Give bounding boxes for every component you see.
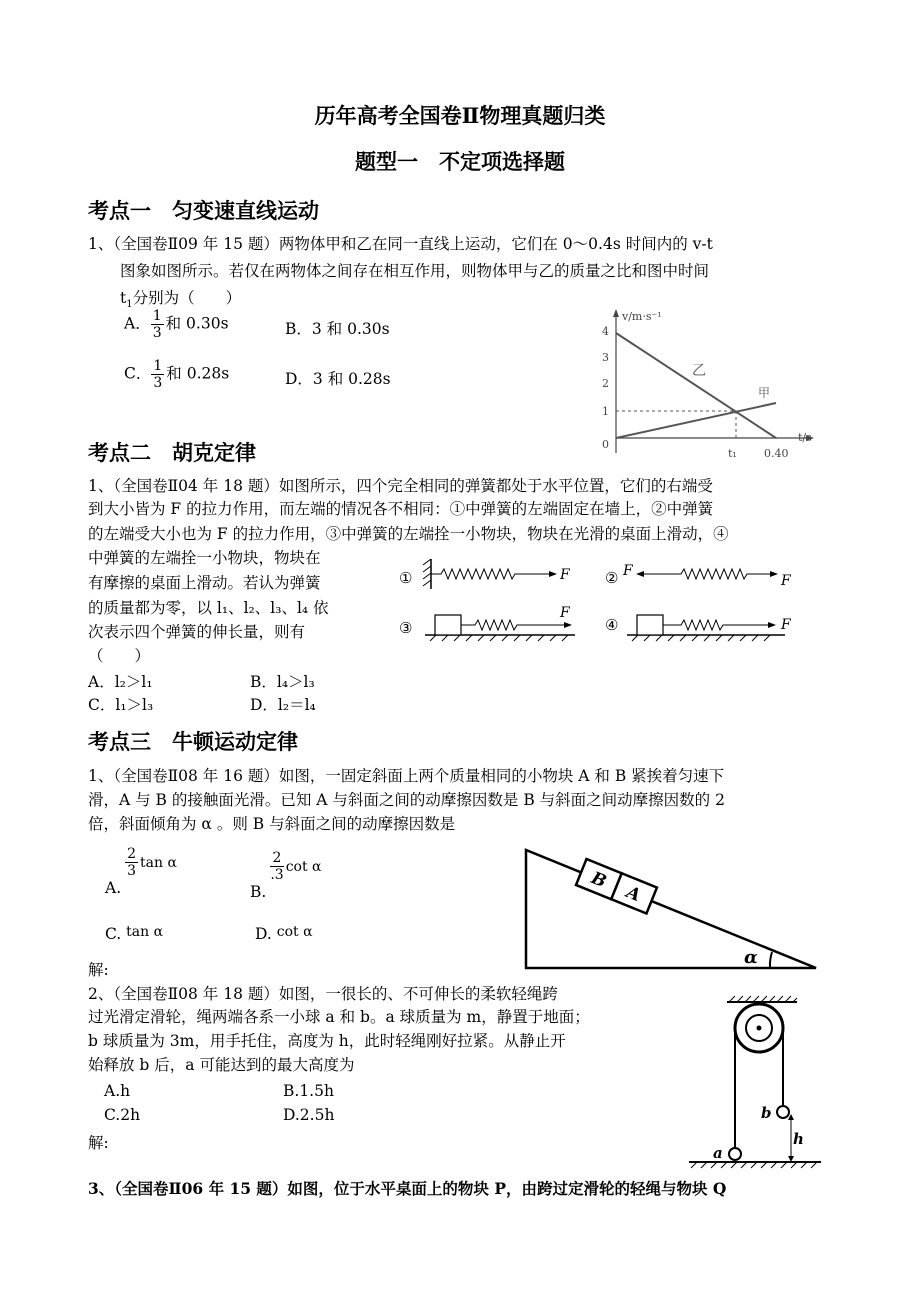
q2-1-line7: 次表示四个弹簧的伸长量，则有 [88, 623, 306, 641]
q1-1-option-a: A． $\frac{1}{3}$ 和 0.30s [124, 308, 229, 341]
q2-1-line8: （ ） [88, 647, 151, 665]
spring-2-left-force: F [623, 563, 633, 579]
q1-1-option-d: D．3 和 0.28s [285, 370, 391, 388]
q3-1-option-a: A. $\frac{2}{3}$ tan α [105, 846, 177, 897]
page-title: 历年高考全国卷Ⅱ物理真题归类 [314, 103, 606, 128]
q3-2-option-d: D.2.5h [283, 1106, 335, 1124]
q3-1-answer: 解: [88, 961, 109, 979]
vt-040-label: 0.40 [764, 447, 789, 460]
vt-graph [590, 305, 830, 465]
section-heading-2: 考点二 胡克定律 [88, 440, 256, 465]
q2-1-line6: 的质量都为零，以 l₁、l₂、l₃、l₄ 依 [88, 599, 329, 617]
spring-3-number: ③ [399, 619, 413, 637]
pulley-ball-a-label: a [713, 1144, 723, 1162]
q1-1-line2: 图象如图所示。若仅在两物体之间存在相互作用，则物体甲与乙的质量之比和图中时间 [120, 262, 710, 280]
vt-xlabel: t/s [798, 431, 812, 444]
vt-tick-1: 1 [602, 405, 609, 418]
pulley-ball-b-label: b [761, 1104, 772, 1122]
incline-block-a-label: A [623, 882, 644, 906]
vt-origin: 0 [602, 438, 609, 451]
q3-3-line1: 3、（全国卷Ⅱ06 年 15 题）如图，位于水平桌面上的物块 P，由跨过定滑轮的轻绳与物块 Q [88, 1179, 727, 1198]
q3-1-line2: 滑，A 与 B 的接触面光滑。已知 A 与斜面之间的动摩擦因数是 B 与斜面之间动摩擦因数的 2 [88, 791, 725, 809]
spring-1-number: ① [399, 569, 413, 587]
q1-1-line1: 1、（全国卷Ⅱ09 年 15 题）两物体甲和乙在同一直线上运动，它们在 0～0.4s 时间内的 v-t [88, 235, 713, 253]
vt-line-jia-label: 甲 [758, 386, 771, 400]
q2-1-line5: 有摩擦的桌面上滑动。若认为弹簧 [88, 574, 321, 592]
incline-block-b-label: B [588, 868, 610, 893]
q1-1-line3: $t_1$分别为（ ） [120, 289, 242, 311]
q3-1-option-d: D. cot α [255, 924, 313, 943]
q2-1-line4: 中弹簧的左端拴一小物块，物块在 [88, 549, 321, 567]
page-subtitle: 题型一 不定项选择题 [355, 149, 565, 174]
q2-1-line1: 1、（全国卷Ⅱ04 年 18 题）如图所示，四个完全相同的弹簧都处于水平位置，它们的右端受 [88, 477, 713, 495]
pulley-diagram [685, 990, 825, 1170]
incline-diagram [520, 840, 822, 975]
section-heading-1: 考点一 匀变速直线运动 [88, 198, 319, 223]
spring-2-number: ② [605, 569, 619, 587]
vt-ylabel: v/m·s⁻¹ [622, 310, 662, 323]
section-heading-3: 考点三 牛顿运动定律 [88, 729, 298, 754]
incline-angle-label: α [744, 947, 758, 968]
q3-1-option-c: C. tan α [105, 924, 164, 943]
springs-diagram [395, 545, 815, 650]
q3-1-line3: 倍，斜面倾角为 α 。则 B 与斜面之间的动摩擦因数是 [88, 815, 456, 833]
vt-t1-label: t₁ [728, 447, 737, 460]
spring-3-force: F [560, 605, 570, 621]
q3-2-line1: 2、（全国卷Ⅱ08 年 18 题）如图，一很长的、不可伸长的柔软轻绳跨 [88, 985, 558, 1003]
vt-tick-2: 2 [602, 377, 609, 390]
vt-tick-4: 4 [602, 325, 609, 338]
spring-2-right-force: F [781, 573, 791, 589]
q3-2-line2: 过光滑定滑轮，绳两端各系一小球 a 和 b。a 球质量为 m，静置于地面； [88, 1008, 590, 1026]
q3-2-line4: 始释放 b 后，a 可能达到的最大高度为 [88, 1056, 355, 1074]
q3-2-answer: 解: [88, 1134, 109, 1152]
q3-1-option-b: B. $\frac{2}{.3}$ cot α [250, 850, 322, 901]
q2-1-option-c: C．l₁＞l₃ [88, 696, 154, 714]
q1-1-option-b: B．3 和 0.30s [285, 320, 390, 338]
q3-2-line3: b 球质量为 3m，用手托住，高度为 h，此时轻绳刚好拉紧。从静止开 [88, 1032, 566, 1050]
vt-line-yi-label: 乙 [692, 363, 706, 379]
q3-2-option-b: B.1.5h [283, 1082, 334, 1100]
q2-1-line3: 的左端受大小也为 F 的拉力作用，③中弹簧的左端拴一小物块，物块在光滑的桌面上滑动，④ [88, 525, 729, 543]
q2-1-option-a: A．l₂＞l₁ [88, 673, 153, 691]
vt-tick-3: 3 [602, 351, 609, 364]
q2-1-option-d: D．l₂＝l₄ [250, 696, 316, 714]
q1-1-option-c: C． $\frac{1}{3}$ 和 0.28s [124, 358, 230, 391]
q2-1-line2: 到大小皆为 F 的拉力作用，而左端的情况各不相同：①中弹簧的左端固定在墙上，②中弹簧 [88, 500, 714, 518]
spring-1-force: F [560, 567, 570, 583]
q3-2-option-c: C.2h [104, 1106, 141, 1124]
spring-4-force: F [781, 617, 791, 633]
q3-2-option-a: A.h [104, 1082, 131, 1100]
q3-1-line1: 1、（全国卷Ⅱ08 年 16 题）如图，一固定斜面上两个质量相同的小物块 A 和 B 紧挨着匀速下 [88, 767, 725, 785]
pulley-height-label: h [793, 1130, 804, 1148]
spring-4-number: ④ [605, 616, 619, 634]
q2-1-option-b: B．l₄＞l₃ [250, 673, 315, 691]
